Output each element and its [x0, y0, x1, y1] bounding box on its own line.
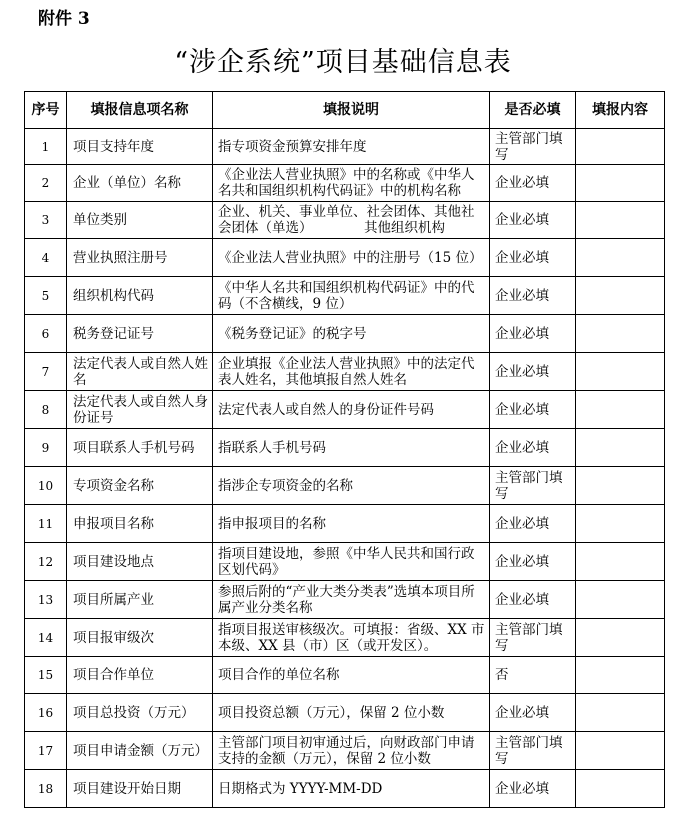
row-content-cell[interactable] — [576, 543, 665, 581]
row-index-cell: 6 — [25, 315, 67, 353]
row-content-cell[interactable] — [576, 277, 665, 315]
row-required-cell: 企业必填 — [490, 694, 576, 732]
row-index-cell: 8 — [25, 391, 67, 429]
row-instructions-cell: 项目合作的单位名称 — [213, 657, 490, 694]
row-required-cell: 企业必填 — [490, 315, 576, 353]
row-item-name-cell: 项目报审级次 — [67, 619, 213, 657]
row-item-name-cell: 单位类别 — [67, 202, 213, 239]
row-content-cell[interactable] — [576, 732, 665, 770]
row-item-name-cell: 项目建设地点 — [67, 543, 213, 581]
row-index-cell: 16 — [25, 694, 67, 732]
table-row — [25, 657, 665, 694]
table-row — [25, 694, 665, 732]
row-item-name-cell: 营业执照注册号 — [67, 239, 213, 277]
row-required-cell: 企业必填 — [490, 353, 576, 391]
header-required: 是否必填 — [490, 92, 576, 129]
row-item-name-cell: 项目合作单位 — [67, 657, 213, 694]
header-index: 序号 — [25, 92, 67, 129]
row-item-name-cell: 法定代表人或自然人姓名 — [67, 353, 213, 391]
table-header-row — [25, 92, 665, 129]
row-required-cell: 否 — [490, 657, 576, 694]
row-instructions-cell: 主管部门项目初审通过后，向财政部门申请支持的金额（万元），保留 2 位小数 — [213, 732, 490, 770]
row-required-cell: 企业必填 — [490, 277, 576, 315]
row-required-cell: 企业必填 — [490, 543, 576, 581]
info-table — [24, 91, 665, 808]
row-item-name-cell: 申报项目名称 — [67, 505, 213, 543]
row-content-cell[interactable] — [576, 429, 665, 467]
row-instructions-cell: 项目投资总额（万元），保留 2 位小数 — [213, 694, 490, 732]
row-item-name-cell: 税务登记证号 — [67, 315, 213, 353]
row-required-cell: 企业必填 — [490, 429, 576, 467]
table-row — [25, 505, 665, 543]
row-required-cell: 企业必填 — [490, 239, 576, 277]
header-item-name: 填报信息项名称 — [67, 92, 213, 129]
row-instructions-cell: 指项目报送审核级次。可填报：省级、XX 市本级、XX 县（市）区（或开发区）。 — [213, 619, 490, 657]
row-item-name-cell: 企业（单位）名称 — [67, 165, 213, 202]
row-item-name-cell: 项目联系人手机号码 — [67, 429, 213, 467]
row-instructions-cell: 企业填报《企业法人营业执照》中的法定代表人姓名，其他填报自然人姓名 — [213, 353, 490, 391]
row-required-cell: 主管部门填写 — [490, 619, 576, 657]
row-item-name-cell: 项目支持年度 — [67, 129, 213, 165]
table-row — [25, 239, 665, 277]
table-row — [25, 732, 665, 770]
row-content-cell[interactable] — [576, 657, 665, 694]
table-row — [25, 581, 665, 619]
row-content-cell[interactable] — [576, 353, 665, 391]
row-instructions-cell: 指申报项目的名称 — [213, 505, 490, 543]
row-content-cell[interactable] — [576, 239, 665, 277]
row-instructions-cell: 指涉企专项资金的名称 — [213, 467, 490, 505]
row-item-name-cell: 项目总投资（万元） — [67, 694, 213, 732]
row-content-cell[interactable] — [576, 467, 665, 505]
table-row — [25, 770, 665, 808]
row-index-cell: 15 — [25, 657, 67, 694]
row-instructions-cell: 《企业法人营业执照》中的注册号（15 位） — [213, 239, 490, 277]
row-content-cell[interactable] — [576, 391, 665, 429]
row-index-cell: 10 — [25, 467, 67, 505]
row-required-cell: 主管部门填写 — [490, 732, 576, 770]
row-instructions-cell: 《企业法人营业执照》中的名称或《中华人名共和国组织机构代码证》中的机构名称 — [213, 165, 490, 202]
table-row — [25, 353, 665, 391]
row-content-cell[interactable] — [576, 165, 665, 202]
row-required-cell: 企业必填 — [490, 505, 576, 543]
row-index-cell: 2 — [25, 165, 67, 202]
row-content-cell[interactable] — [576, 581, 665, 619]
row-item-name-cell: 项目建设开始日期 — [67, 770, 213, 808]
table-row — [25, 129, 665, 165]
row-required-cell: 企业必填 — [490, 391, 576, 429]
table-row — [25, 619, 665, 657]
header-content: 填报内容 — [576, 92, 665, 129]
table-row — [25, 429, 665, 467]
table-row — [25, 391, 665, 429]
row-instructions-cell: 指联系人手机号码 — [213, 429, 490, 467]
row-item-name-cell: 法定代表人或自然人身份证号 — [67, 391, 213, 429]
row-instructions-cell: 日期格式为 YYYY-MM-DD — [213, 770, 490, 808]
header-instructions: 填报说明 — [213, 92, 490, 129]
row-index-cell: 1 — [25, 129, 67, 165]
row-instructions-cell: 企业、机关、事业单位、社会团体、其他社会团体（单选） 其他组织机构 — [213, 202, 490, 239]
row-item-name-cell: 专项资金名称 — [67, 467, 213, 505]
row-required-cell: 企业必填 — [490, 581, 576, 619]
row-required-cell: 主管部门填写 — [490, 129, 576, 165]
row-index-cell: 5 — [25, 277, 67, 315]
row-content-cell[interactable] — [576, 619, 665, 657]
row-instructions-cell: 《税务登记证》的税字号 — [213, 315, 490, 353]
row-index-cell: 13 — [25, 581, 67, 619]
table-row — [25, 277, 665, 315]
row-required-cell: 主管部门填写 — [490, 467, 576, 505]
row-instructions-cell: 指专项资金预算安排年度 — [213, 129, 490, 165]
row-content-cell[interactable] — [576, 694, 665, 732]
row-content-cell[interactable] — [576, 505, 665, 543]
table-row — [25, 543, 665, 581]
row-instructions-cell: 法定代表人或自然人的身份证件号码 — [213, 391, 490, 429]
table-row — [25, 467, 665, 505]
row-index-cell: 4 — [25, 239, 67, 277]
row-index-cell: 11 — [25, 505, 67, 543]
row-instructions-cell: 《中华人名共和国组织机构代码证》中的代码（不含横线，9 位） — [213, 277, 490, 315]
row-index-cell: 3 — [25, 202, 67, 239]
row-item-name-cell: 项目所属产业 — [67, 581, 213, 619]
row-required-cell: 企业必填 — [490, 165, 576, 202]
row-instructions-cell: 指项目建设地，参照《中华人民共和国行政区划代码》 — [213, 543, 490, 581]
row-index-cell: 18 — [25, 770, 67, 808]
row-content-cell[interactable] — [576, 315, 665, 353]
row-index-cell: 7 — [25, 353, 67, 391]
row-index-cell: 17 — [25, 732, 67, 770]
row-content-cell[interactable] — [576, 129, 665, 165]
row-required-cell: 企业必填 — [490, 202, 576, 239]
page-title: “涉企系统”项目基础信息表 — [174, 47, 512, 78]
table-row — [25, 165, 665, 202]
table-row — [25, 202, 665, 239]
row-required-cell: 企业必填 — [490, 770, 576, 808]
table-row — [25, 315, 665, 353]
row-index-cell: 12 — [25, 543, 67, 581]
row-item-name-cell: 组织机构代码 — [67, 277, 213, 315]
row-index-cell: 14 — [25, 619, 67, 657]
row-content-cell[interactable] — [576, 770, 665, 808]
attachment-label: 附件 3 — [38, 9, 90, 29]
row-instructions-cell: 参照后附的“产业大类分类表”选填本项目所属产业分类名称 — [213, 581, 490, 619]
row-item-name-cell: 项目申请金额（万元） — [67, 732, 213, 770]
row-content-cell[interactable] — [576, 202, 665, 239]
row-index-cell: 9 — [25, 429, 67, 467]
